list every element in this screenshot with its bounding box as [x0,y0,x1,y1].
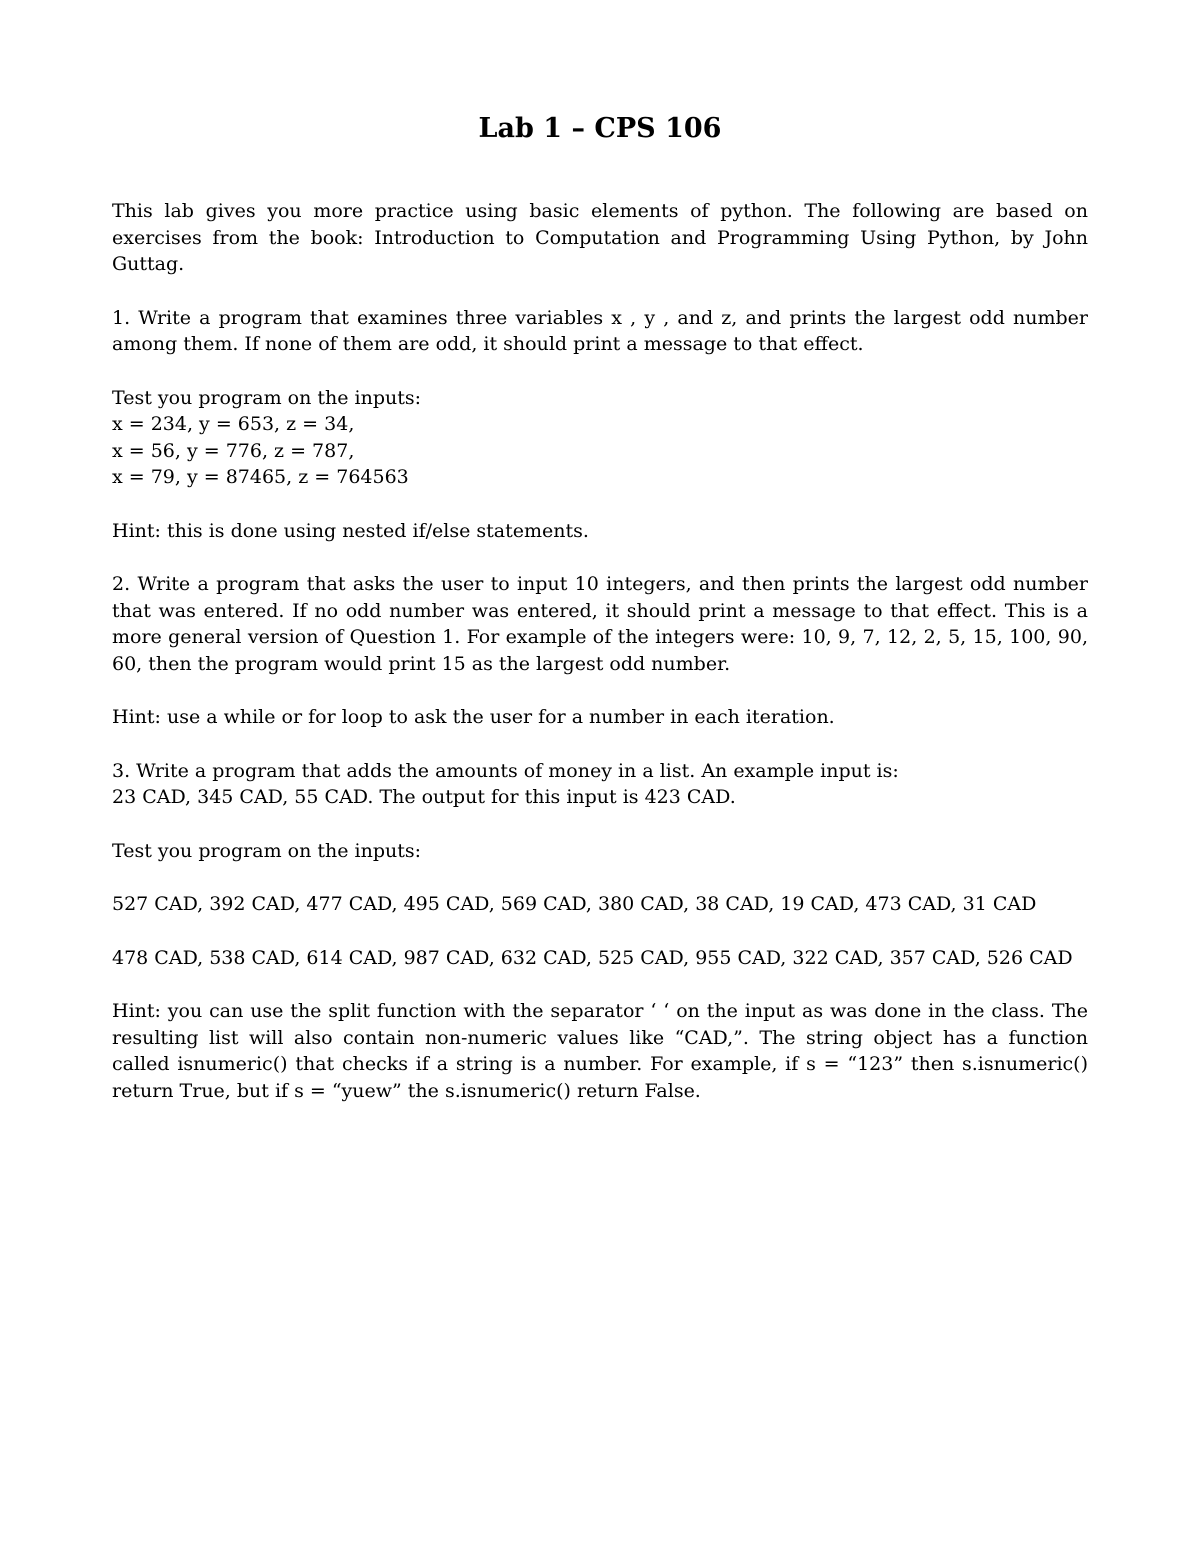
question-3-text [112,758,1088,811]
question-1-input-1: x = 234, y = 653, z = 34, [112,413,355,435]
page-title: Lab 1 – CPS 106 [478,113,722,144]
question-3-text-line-2: 23 CAD, 345 CAD, 55 CAD. The output for this input is 423 CAD. [112,786,736,808]
question-1-inputs-block [112,385,1088,491]
question-1-test-label: Test you program on the inputs: [112,386,422,409]
question-1-text: 1. Write a program that examines three variables x , y , and z, and prints the largest odd number among them. If none of them are odd, it should print a message to that effect. [112,306,1088,355]
question-3-test-label: Test you program on the inputs: [112,839,422,862]
question-1-input-2: x = 56, y = 776, z = 787, [112,439,355,462]
question-1-input-3: x = 79, y = 87465, z = 764563 [112,466,409,488]
question-3-input-1: 527 CAD, 392 CAD, 477 CAD, 495 CAD, 569 CAD, 380 CAD, 38 CAD, 19 CAD, 473 CAD, 31 CAD [112,893,1037,915]
intro-paragraph: This lab gives you more practice using basic elements of python. The following are based on exercises from the book: Introduction to Computation and Programming Using Python, by John Guttag. [112,200,1088,275]
question-2-text: 2. Write a program that asks the user to input 10 integers, and then prints the largest odd number that was entered. If no odd number was entered, it should print a message to that effect. This is a more general version of Question 1. For example of the integers were: 10, 9, 7, 12, 2, 5, 15, 100, 90, 60, then the program would print 15 as the largest odd number. [112,573,1088,675]
question-3-input-2: 478 CAD, 538 CAD, 614 CAD, 987 CAD, 632 CAD, 525 CAD, 955 CAD, 322 CAD, 357 CAD, 526 CAD [112,946,1073,969]
question-1-hint: Hint: this is done using nested if/else statements. [112,519,589,542]
question-2-hint: Hint: use a while or for loop to ask the user for a number in each iteration. [112,706,835,728]
document-page [112,110,1088,1104]
question-3-text-line-1: 3. Write a program that adds the amounts of money in a list. An example input is: [112,759,899,782]
question-3-hint: Hint: you can use the split function with the separator ‘ ‘ on the input as was done in the class. The resulting list will also contain non-numeric values like “CAD,”. The string object has a function called isnumeric() that checks if a string is a number. For example, if s = “123” then s.isnumeric() return True, but if s = “yuew” the s.isnumeric() return False. [112,1000,1088,1102]
